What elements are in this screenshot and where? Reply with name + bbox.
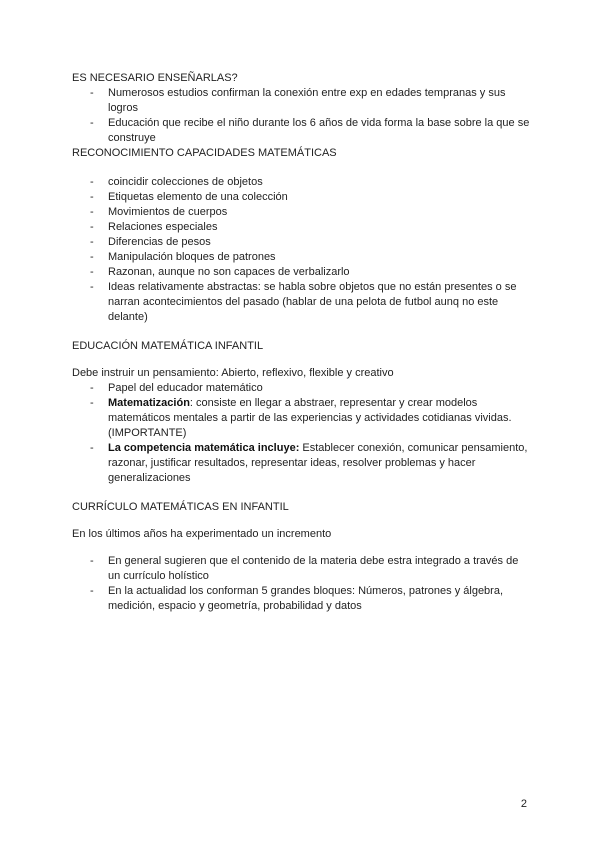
heading-reconocimiento: RECONOCIMIENTO CAPACIDADES MATEMÁTICAS — [72, 147, 337, 159]
list-item: - Papel del educador matemático — [72, 381, 532, 396]
page-number: 2 — [520, 798, 527, 810]
list-item: - Razonan, aunque no son capaces de verbalizarlo — [72, 265, 532, 280]
list-item: - Movimientos de cuerpos — [72, 205, 532, 220]
list-educacion — [72, 381, 532, 486]
matematizacion-term: Matematización — [108, 397, 190, 409]
list-item: - En la actualidad los conforman 5 grandes bloques: Números, patrones y álgebra, medición, espacio y geometría, probabilidad y datos — [72, 584, 532, 614]
list-item: - Manipulación bloques de patrones — [72, 250, 532, 265]
list-item: - Relaciones especiales — [72, 220, 532, 235]
list-item — [72, 441, 532, 486]
heading-es-necesario: ES NECESARIO ENSEÑARLAS? — [72, 72, 238, 84]
competencia-text: Establecer conexión, comunicar pensamiento, razonar, justificar resultados, representar ideas, resolver problemas y hacer generalizaciones — [108, 442, 528, 484]
list-item: - En general sugieren que el contenido de la materia debe estra integrado a través de un currículo holístico — [72, 554, 532, 584]
list-item: - Ideas relativamente abstractas: se habla sobre objetos que no están presentes o se narran acontecimientos del pasado (hablar de una pelota de futbol aunq no este delante) — [72, 280, 532, 325]
educacion-intro: Debe instruir un pensamiento: Abierto, reflexivo, flexible y creativo — [72, 367, 394, 379]
curriculo-intro: En los últimos años ha experimentado un incremento — [72, 528, 332, 540]
list-item: - Diferencias de pesos — [72, 235, 532, 250]
list-reconocimiento — [72, 175, 532, 325]
heading-curriculo: CURRÍCULO MATEMÁTICAS EN INFANTIL — [72, 501, 289, 513]
competencia-term: La competencia matemática incluye: — [108, 442, 300, 454]
document-page — [72, 71, 532, 614]
list-item: - Numerosos estudios confirman la conexión entre exp en edades tempranas y sus logros — [72, 86, 532, 116]
list-item — [72, 396, 532, 441]
list-item: - Educación que recibe el niño durante los 6 años de vida forma la base sobre la que se construye — [72, 116, 532, 146]
list-es-necesario — [72, 86, 532, 146]
heading-educacion: EDUCACIÓN MATEMÁTICA INFANTIL — [72, 340, 264, 352]
matematizacion-text: : consiste en llegar a abstraer, representar y crear modelos matemáticos mentales a partir de las experiencias y actividades cotidianas vividas. (IMPORTANTE) — [108, 397, 512, 439]
list-item: - Etiquetas elemento de una colección — [72, 190, 532, 205]
list-item: - coincidir colecciones de objetos — [72, 175, 532, 190]
list-curriculo — [72, 554, 532, 614]
